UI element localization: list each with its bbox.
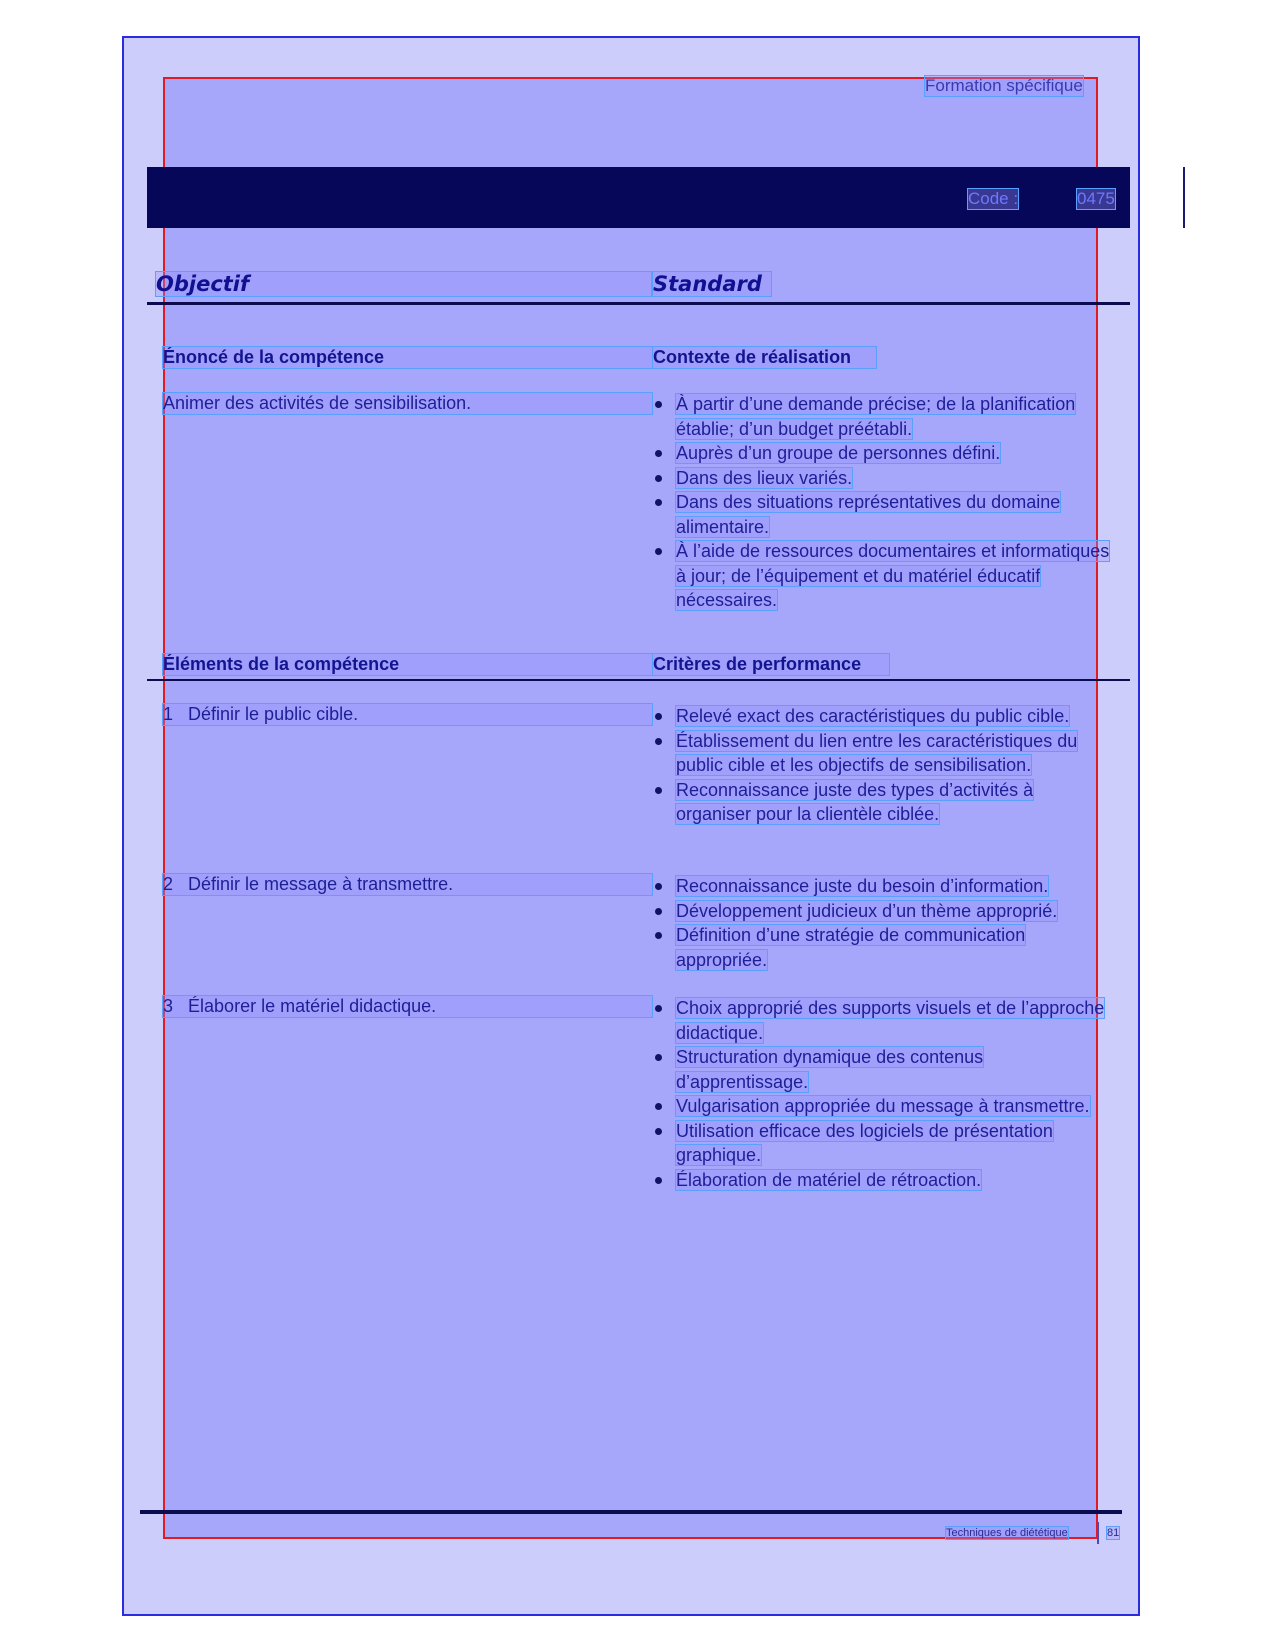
criterion-item: Reconnaissance juste des types d’activités à organiser pour la clientèle ciblée. (652, 778, 1112, 827)
criterion-item: Reconnaissance juste du besoin d’information. (652, 874, 1112, 899)
bullet-icon (655, 787, 662, 794)
bullet-icon (655, 908, 662, 915)
program-label: Formation spécifique (925, 76, 1083, 95)
bullet-icon (655, 738, 662, 745)
criterion-item: Relevé exact des caractéristiques du public cible. (652, 704, 1112, 729)
criterion-item: Structuration dynamique des contenus d’apprentissage. (652, 1045, 1112, 1094)
bullet-icon (655, 1128, 662, 1135)
bullet-icon (655, 1103, 662, 1110)
criteria-list-3 (652, 996, 1112, 1192)
criteria-list-2 (652, 874, 1112, 972)
criteria-list-1 (652, 704, 1112, 827)
criterion-item: Définition d’une stratégie de communication appropriée. (652, 923, 1112, 972)
context-item: À l’aide de ressources documentaires et informatiques à jour; de l’équipement et du matériel éducatif nécessaires. (652, 539, 1112, 613)
context-item: Dans des situations représentatives du domaine alimentaire. (652, 490, 1112, 539)
competence-text: Animer des activités de sensibilisation. (163, 393, 652, 414)
bullet-icon (655, 713, 662, 720)
title-rule (147, 302, 1130, 305)
criterion-item: Choix approprié des supports visuels et de l’approche didactique. (652, 996, 1112, 1045)
code-label: Code : (968, 189, 1019, 208)
bullet-icon (655, 450, 662, 457)
criterion-item: Élaboration de matériel de rétroaction. (652, 1168, 1112, 1193)
bullet-icon (655, 932, 662, 939)
element-number: 2 (163, 874, 174, 894)
context-heading: Contexte de réalisation (653, 347, 876, 368)
element-text: Définir le public cible. (188, 704, 359, 724)
element-text: Élaborer le matériel didactique. (188, 996, 437, 1016)
bullet-icon (655, 401, 662, 408)
standard-column-title: Standard (653, 272, 771, 296)
bullet-icon (655, 1005, 662, 1012)
footer-rule (140, 1510, 1122, 1514)
bullet-icon (655, 1177, 662, 1184)
element-number: 3 (163, 996, 174, 1016)
element-text: Définir le message à transmettre. (188, 874, 454, 894)
context-item: Dans des lieux variés. (652, 466, 1112, 491)
footer-divider (1097, 1522, 1099, 1544)
criteria-heading: Critères de performance (653, 654, 889, 675)
footer-program-name: Techniques de diététique (946, 1527, 1068, 1539)
criterion-item: Développement judicieux d’un thème approprié. (652, 899, 1112, 924)
element-number: 1 (163, 704, 174, 724)
bullet-icon (655, 499, 662, 506)
banner-divider (1183, 167, 1185, 228)
criterion-item: Utilisation efficace des logiciels de présentation graphique. (652, 1119, 1112, 1168)
element-2 (163, 874, 652, 895)
elements-heading: Éléments de la compétence (163, 654, 652, 675)
element-1 (163, 704, 652, 725)
bullet-icon (655, 548, 662, 555)
page-number: 81 (1107, 1527, 1120, 1539)
criterion-item: Vulgarisation appropriée du message à transmettre. (652, 1094, 1112, 1119)
competence-heading: Énoncé de la compétence (163, 347, 652, 368)
context-list (652, 392, 1112, 613)
objective-column-title: Objectif (156, 272, 651, 296)
bullet-icon (655, 475, 662, 482)
criterion-item: Établissement du lien entre les caractéristiques du public cible et les objectifs de sensibilisation. (652, 729, 1112, 778)
context-item: À partir d’une demande précise; de la planification établie; d’un budget préétabli. (652, 392, 1112, 441)
code-value: 0475 (1077, 189, 1115, 208)
bullet-icon (655, 1054, 662, 1061)
elements-rule (147, 679, 1130, 681)
bullet-icon (655, 883, 662, 890)
element-3 (163, 996, 652, 1017)
context-item: Auprès d’un groupe de personnes défini. (652, 441, 1112, 466)
